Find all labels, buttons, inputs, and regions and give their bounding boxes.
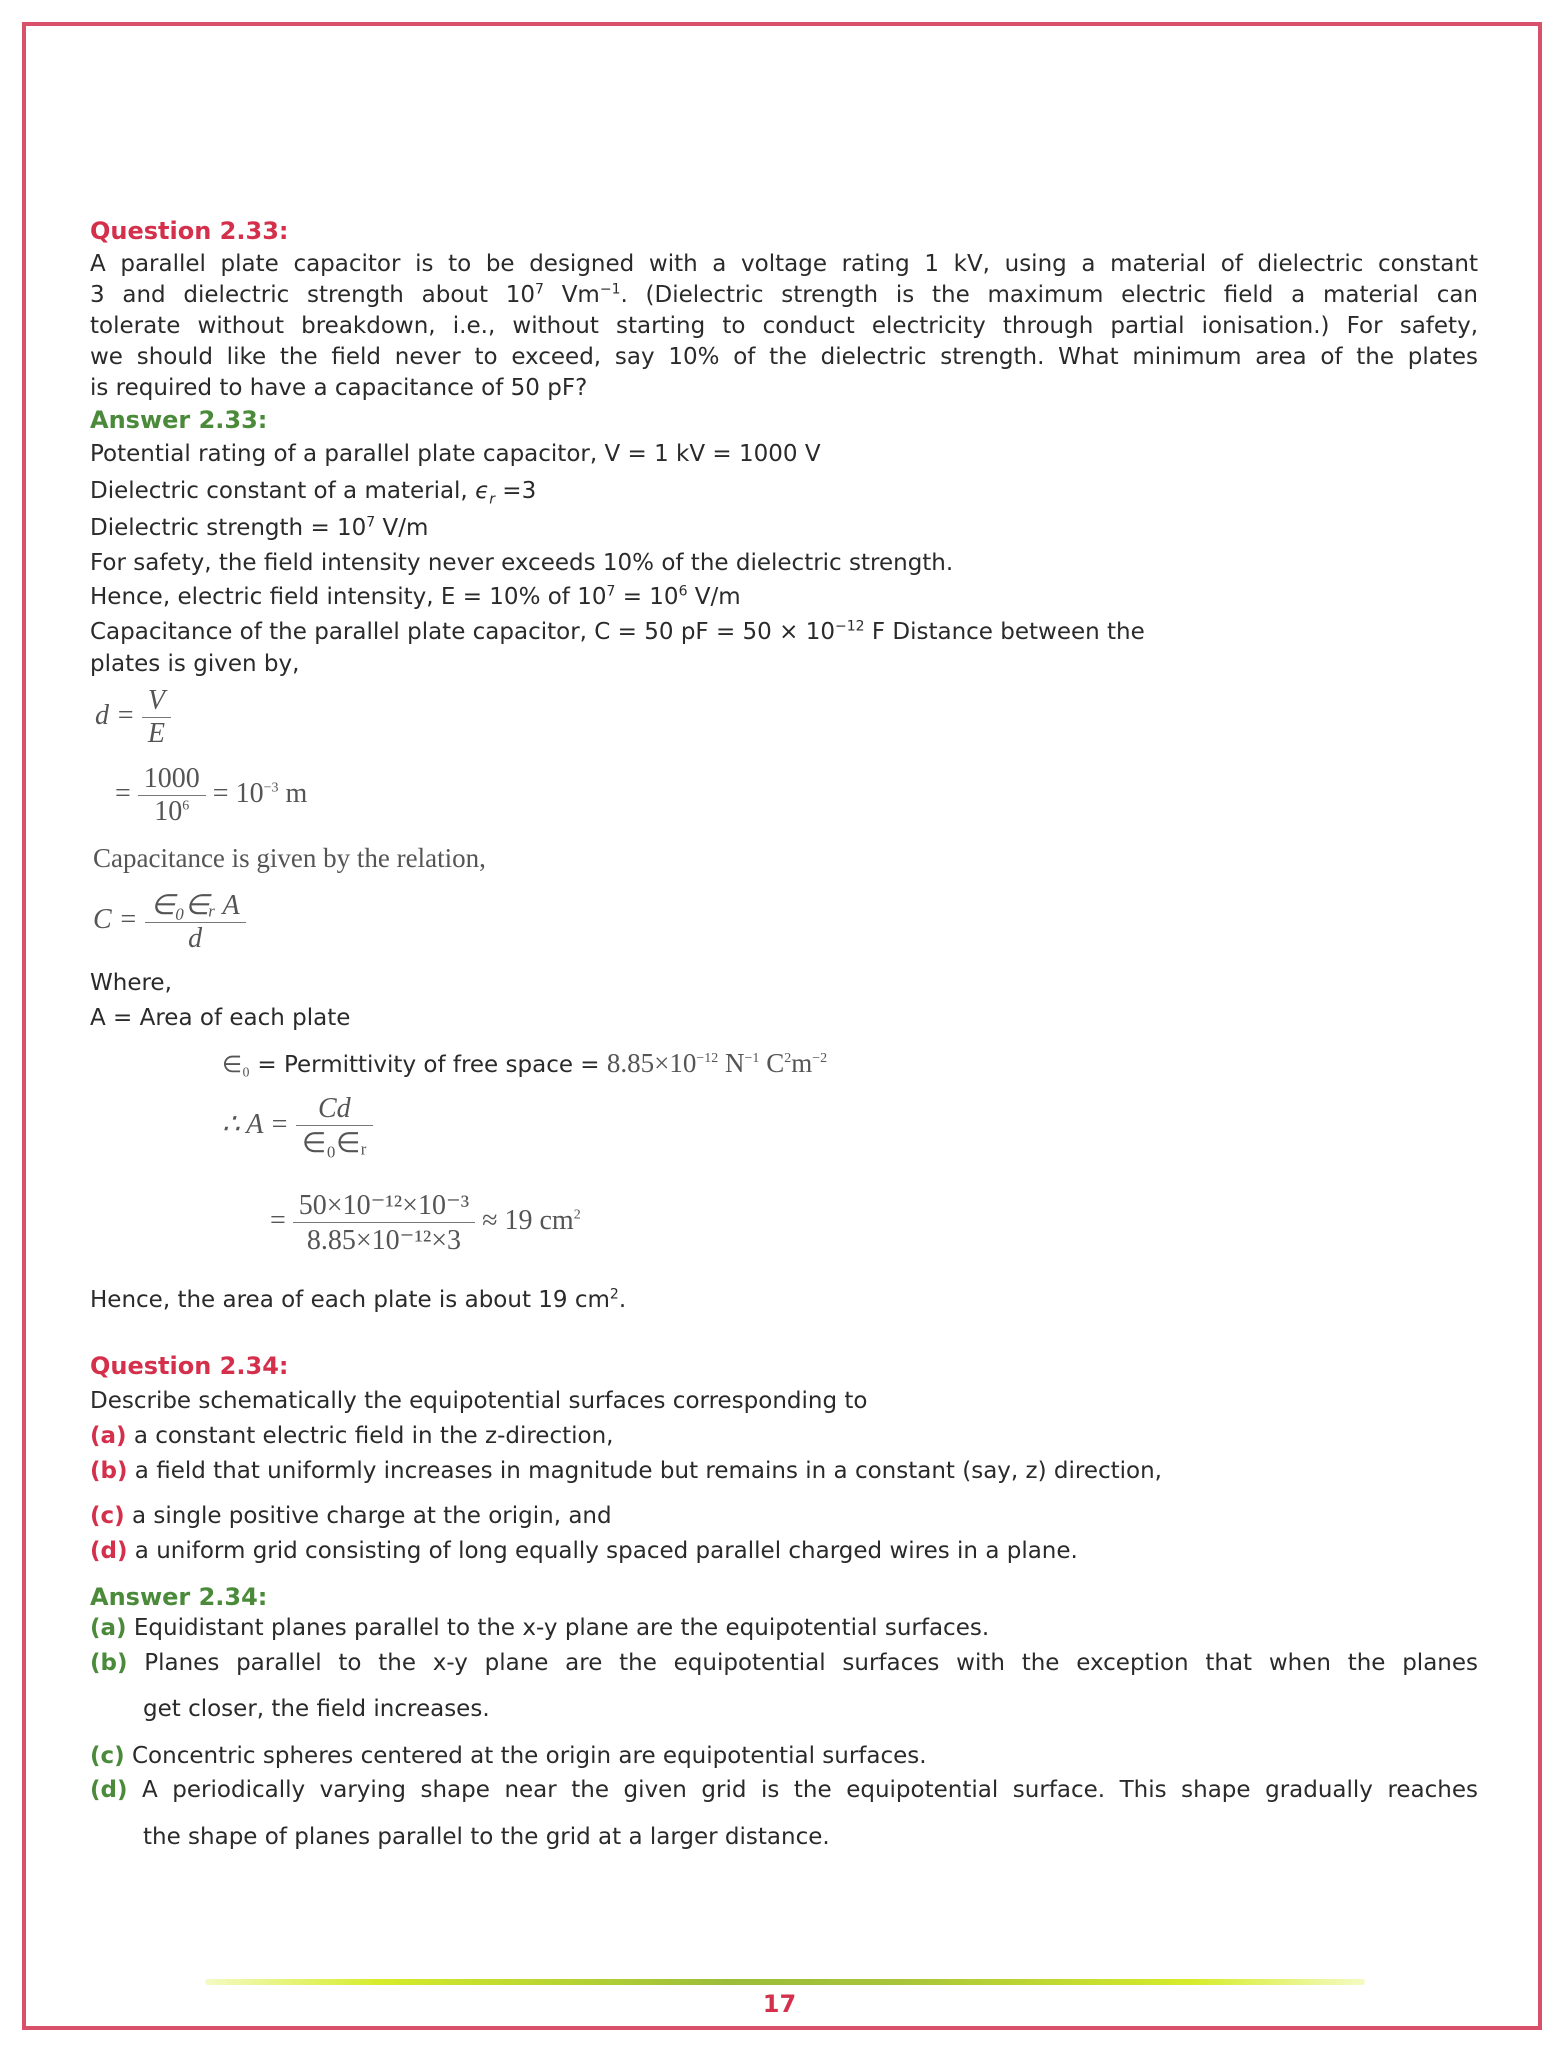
- item-text: a single positive charge at the origin, and: [124, 1503, 612, 1529]
- text-span: 3 and dielectric strength about 10: [90, 282, 536, 308]
- text-span: Capacitance of the parallel plate capacitor, C = 50 pF = 50 × 10: [90, 619, 835, 645]
- permittivity-definition: [222, 1048, 827, 1080]
- denominator: ∈₀∈ᵣ: [301, 1128, 367, 1159]
- unit: N: [718, 1048, 745, 1078]
- text-span: . (Dielectric strength is the maximum electric field a material can: [620, 282, 1479, 308]
- text-span: V/m: [687, 584, 741, 610]
- exponent: −12: [696, 1051, 719, 1066]
- numerator: 1000: [138, 763, 206, 796]
- superscript: 2: [609, 1286, 619, 1303]
- question-text-line: Describe schematically the equipotential surfaces corresponding to: [90, 1388, 868, 1414]
- permittivity-value: [607, 1048, 827, 1078]
- numerator: Cd: [296, 1093, 373, 1126]
- equation-area-value: [270, 1188, 581, 1257]
- fraction: [293, 1188, 475, 1257]
- question-heading: Question 2.33:: [90, 217, 289, 245]
- answer-line: [90, 582, 741, 612]
- text-span: Vm: [543, 282, 600, 308]
- fraction: [145, 888, 246, 955]
- fraction: [142, 685, 171, 750]
- question-item-b: [90, 1456, 1162, 1486]
- where-label: Where,: [90, 970, 172, 996]
- text-span: Dielectric constant of a material,: [90, 478, 476, 504]
- subscript: r: [489, 491, 495, 508]
- denominator: [138, 796, 206, 828]
- unit: m: [278, 777, 308, 809]
- answer-line: plates is given by,: [90, 651, 300, 677]
- question-heading: Question 2.34:: [90, 1352, 289, 1380]
- item-label: (b): [90, 1458, 128, 1484]
- exponent: −3: [263, 780, 279, 796]
- question-text-line: tolerate without breakdown, i.e., without starting to conduct electricity through partial ionisation.) For safety,: [90, 313, 1478, 339]
- answer-line: Potential rating of a parallel plate capacitor, V = 1 kV = 1000 V: [90, 441, 821, 467]
- denominator: 8.85×10⁻¹²×3: [306, 1225, 462, 1256]
- answer-item-c: [90, 1741, 927, 1771]
- answer-heading: Answer 2.34:: [90, 1583, 268, 1611]
- exponent: 6: [182, 798, 190, 814]
- answer-line: [90, 476, 536, 515]
- answer-item-b: [90, 1648, 1478, 1678]
- text-span: F Distance between the: [864, 619, 1145, 645]
- item-label: (d): [90, 1538, 128, 1564]
- equation-area: [222, 1093, 373, 1160]
- answer-item-d-continued: the shape of planes parallel to the grid at a larger distance.: [143, 1824, 830, 1850]
- epsilon-zero-symbol: ∈₀: [222, 1052, 251, 1077]
- text-span: = Permittivity of free space =: [250, 1052, 607, 1078]
- item-text: Planes parallel to the x-y plane are the equipotential surfaces with the exception that when the planes: [127, 1650, 1478, 1676]
- relation-text: Capacitance is given by the relation,: [93, 843, 486, 873]
- item-label: (b): [90, 1650, 128, 1676]
- area-definition: A = Area of each plate: [90, 1005, 351, 1031]
- item-text: a constant electric field in the z-direction,: [126, 1423, 614, 1449]
- answer-line: [90, 617, 1145, 647]
- equals-sign: =: [270, 1204, 286, 1236]
- text-span: V/m: [375, 515, 429, 541]
- superscript: 7: [535, 281, 544, 298]
- item-label: (a): [90, 1423, 127, 1449]
- epsilon-symbol: ϵ: [475, 478, 490, 504]
- exponent: −1: [744, 1051, 760, 1066]
- answer-line: [90, 513, 428, 543]
- equation-capacitance: [93, 888, 246, 955]
- superscript: 7: [366, 514, 376, 531]
- page-number: 17: [762, 1990, 797, 2018]
- numerator: ∈₀∈ᵣ A: [145, 888, 246, 923]
- item-text: Equidistant planes parallel to the x-y plane are the equipotential surfaces.: [126, 1615, 990, 1641]
- item-text: a uniform grid consisting of long equally spaced parallel charged wires in a plane.: [127, 1538, 1078, 1564]
- item-label: (c): [90, 1743, 125, 1769]
- answer-item-d: [90, 1775, 1478, 1805]
- question-item-d: [90, 1536, 1078, 1566]
- item-label: (c): [90, 1503, 125, 1529]
- equals-sign: =: [115, 777, 131, 809]
- item-label: (a): [90, 1615, 127, 1641]
- numerator: V: [142, 685, 171, 718]
- text-span: .: [618, 1287, 627, 1313]
- answer-conclusion: [90, 1285, 626, 1315]
- item-text: a field that uniformly increases in magnitude but remains in a constant (say, z) direction,: [127, 1458, 1162, 1484]
- numerator: 50×10⁻¹²×10⁻³: [293, 1188, 475, 1223]
- question-item-a: [90, 1421, 613, 1451]
- denominator: E: [147, 718, 166, 749]
- text-span: Dielectric strength = 10: [90, 515, 367, 541]
- superscript: 7: [606, 583, 616, 600]
- superscript: −1: [599, 281, 621, 298]
- question-item-c: [90, 1501, 612, 1531]
- value: 8.85×10: [606, 1048, 697, 1078]
- equation-lhs: d =: [95, 699, 135, 731]
- text-span: Hence, electric field intensity, E = 10% of 10: [90, 584, 607, 610]
- fraction: [296, 1093, 373, 1160]
- denominator: d: [188, 923, 203, 954]
- text-span: Hence, the area of each plate is about 19 cm: [90, 1287, 610, 1313]
- answer-item-a: [90, 1613, 989, 1643]
- question-text-line: we should like the field never to exceed, say 10% of the dielectric strength. What minimum area of the plates: [90, 344, 1478, 370]
- footer-divider: [205, 1979, 1365, 1985]
- question-text-line: is required to have a capacitance of 50 pF?: [90, 375, 588, 401]
- equation-d-value: [115, 763, 307, 828]
- superscript: −12: [834, 618, 865, 635]
- item-text: Concentric spheres centered at the origin are equipotential surfaces.: [124, 1743, 927, 1769]
- text-span: =3: [494, 478, 537, 504]
- answer-line: For safety, the field intensity never exceeds 10% of the dielectric strength.: [90, 550, 954, 576]
- equation-lhs: C =: [93, 903, 138, 935]
- fraction: [138, 763, 206, 828]
- question-text-line: A parallel plate capacitor is to be designed with a voltage rating 1 kV, using a material of dielectric constant: [90, 251, 1478, 277]
- item-text: A periodically varying shape near the given grid is the equipotential surface. This shape gradually reaches: [127, 1777, 1478, 1803]
- equation-lhs: ∴ A =: [222, 1108, 289, 1140]
- item-label: (d): [90, 1777, 128, 1803]
- superscript: 6: [678, 583, 688, 600]
- question-text-line: [90, 280, 1478, 310]
- unit: m: [791, 1048, 813, 1078]
- equation-d-v-over-e: [95, 685, 171, 750]
- result: ≈ 19 cm: [482, 1204, 574, 1236]
- exponent: −2: [812, 1051, 828, 1066]
- result: = 10: [212, 777, 264, 809]
- exponent: 2: [573, 1207, 581, 1223]
- answer-item-b-continued: get closer, the field increases.: [143, 1696, 490, 1722]
- base: 10: [154, 796, 183, 827]
- exponent: 2: [784, 1051, 792, 1066]
- unit: C: [759, 1048, 785, 1078]
- answer-heading: Answer 2.33:: [90, 406, 268, 434]
- text-span: = 10: [615, 584, 679, 610]
